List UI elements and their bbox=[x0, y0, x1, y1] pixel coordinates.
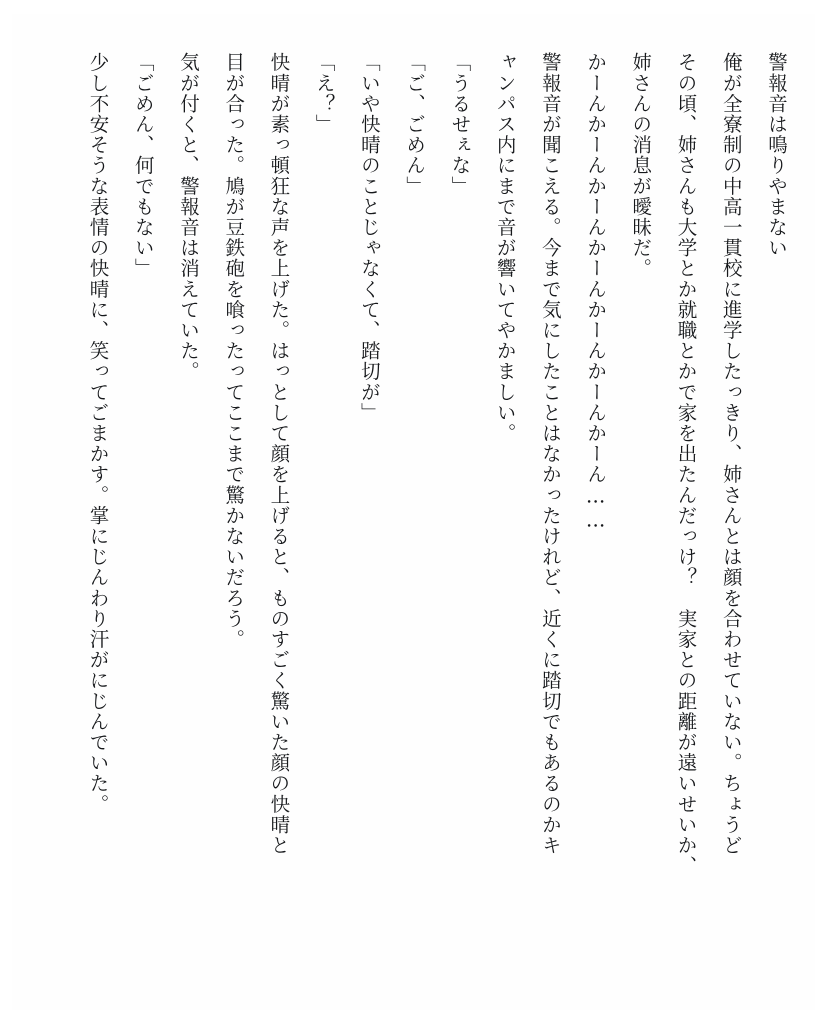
text-line: 目が合った。鳩が豆鉄砲を喰ったってここまで驚かないだろう。 bbox=[222, 52, 246, 650]
text-line: 少し不安そうな表情の快晴に、笑ってごまかす。掌にじんわり汗がにじんでいた。 bbox=[86, 52, 110, 815]
text-line: 快晴が素っ頓狂な声を上げた。はっとして顔を上げると、ものすごく驚いた顔の快晴と bbox=[267, 52, 291, 856]
vertical-text-body bbox=[29, 52, 799, 982]
text-line: 「ご、ごめん」 bbox=[403, 52, 427, 197]
text-line: 姉さんの消息が曖昧だ。 bbox=[629, 52, 653, 279]
page-edge-left bbox=[0, 0, 12, 1024]
text-line: 「え？」 bbox=[312, 52, 336, 135]
text-line: 気が付くと、警報音は消えていた。 bbox=[176, 52, 200, 382]
page-edge-right bbox=[815, 0, 827, 1024]
text-line: 俺が全寮制の中高一貫校に進学したっきり、姉さんとは顔を合わせていない。ちょうど bbox=[719, 52, 743, 856]
text-line: 警報音が聞こえる。今まで気にしたことはなかったけれど、近くに踏切でもあるのかキ bbox=[538, 52, 562, 856]
text-line: ャンパス内にまで音が響いてやかましい。 bbox=[493, 52, 517, 444]
text-line: かーんかーんかーんかーんかーんかーんかーん…… bbox=[584, 52, 608, 533]
page-edge-bottom bbox=[0, 1010, 827, 1024]
text-line: 警報音は鳴りやまない bbox=[765, 52, 788, 258]
page-edge-top bbox=[0, 0, 827, 14]
text-line: 「いや快晴のことじゃなくて、踏切が」 bbox=[357, 52, 381, 423]
text-line: その頃、姉さんも大学とか就職とかで家を出たんだっけ？ 実家との距離が遠いせいか、 bbox=[674, 52, 698, 876]
text-line: 「うるせぇな」 bbox=[448, 52, 472, 197]
text-line: 「ごめん、何でもない」 bbox=[131, 52, 155, 279]
